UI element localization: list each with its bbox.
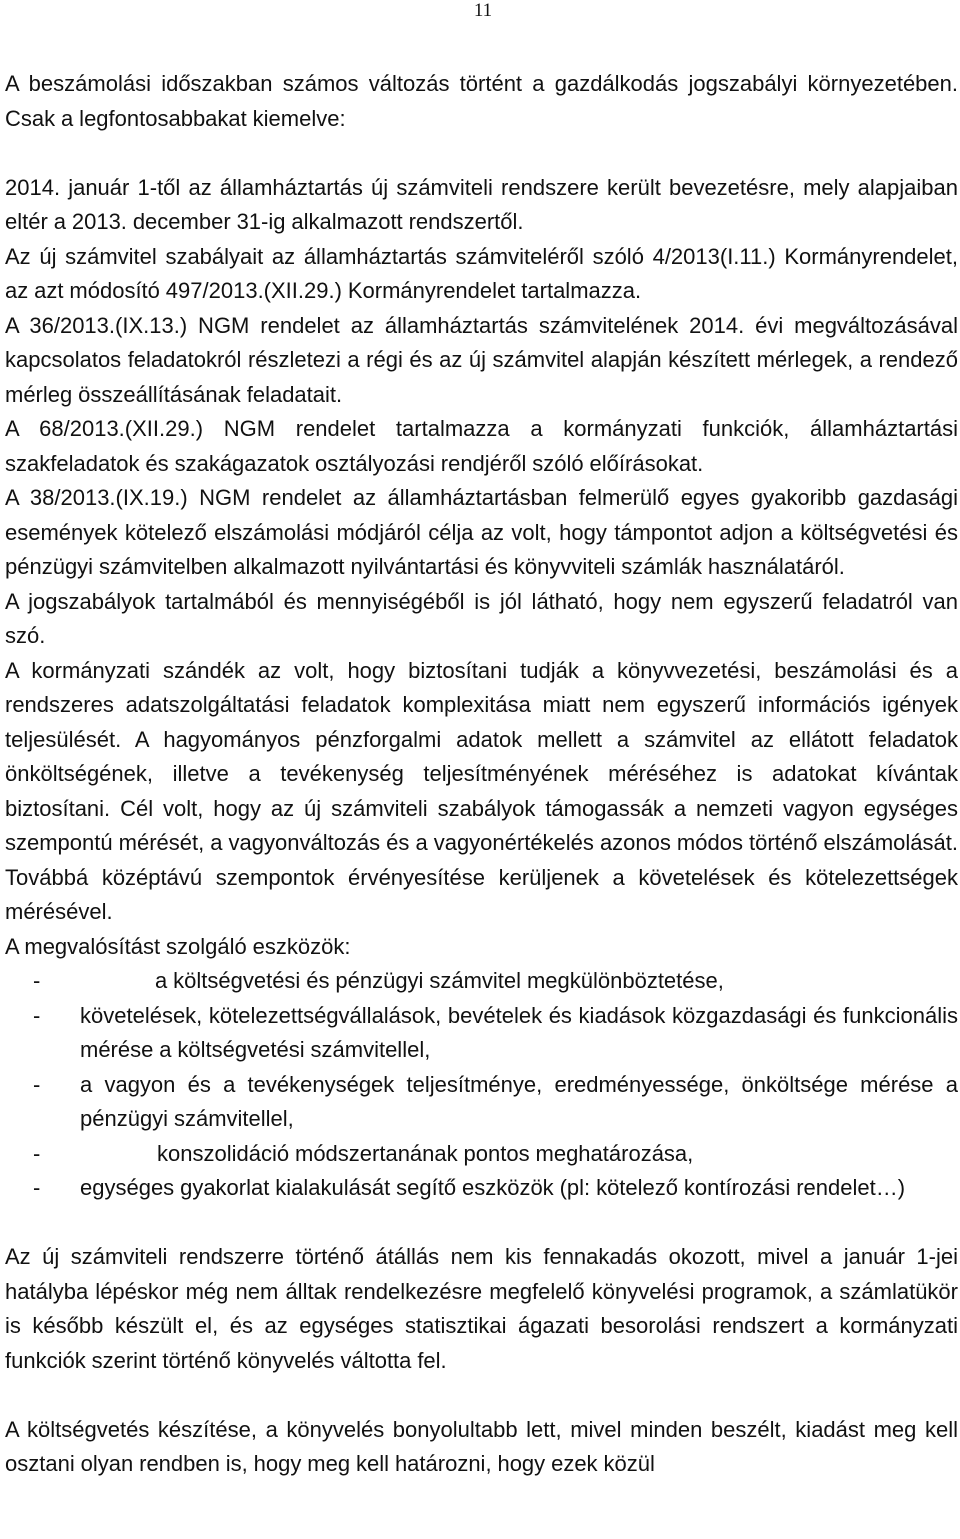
paragraph-ngm-36: A 36/2013.(IX.13.) NGM rendelet az államháztartás számvitelének 2014. évi megváltozásával kapcsolatos feladatokról részletezi a régi és az új számvitel alapján készített mérlegek, a rendező mérleg összeállításának feladatait. — [5, 312, 958, 407]
list-dash: - — [33, 1140, 41, 1166]
list-item-text: a vagyon és a tevékenységek teljesítménye, eredményessége, önköltsége mérése a pénzügyi számvitellel, — [80, 1071, 958, 1131]
paragraph-tools-heading: A megvalósítást szolgáló eszközök: — [5, 933, 351, 959]
paragraph-2014-change: 2014. január 1-től az államháztartás új számviteli rendszere került bevezetésre, mely alapjaiban eltér a 2013. december 31-ig alkalmazott rendszertől. — [5, 174, 958, 234]
list-dash: - — [33, 1175, 41, 1200]
paragraph-complexity: A jogszabályok tartalmából és mennyiségéből is jól látható, hogy nem egyszerű feladatról van szó. — [5, 588, 958, 648]
paragraph-intro: A beszámolási időszakban számos változás történt a gazdálkodás jogszabályi környezetében. Csak a legfontosabbakat kiemelve: — [5, 71, 958, 131]
paragraph-government-decree: Az új számvitel szabályait az államháztartás számviteléről szóló 4/2013(I.11.) Kormányrendelet, az azt módosító 497/2013.(XII.29.) Kormányrendelet tartalmazza. — [5, 243, 958, 303]
tools-list — [5, 964, 958, 1206]
paragraph-government-intent: A kormányzati szándék az volt, hogy biztosítani tudják a könyvvezetési, beszámolási és a rendszeres adatszolgáltatási feladatok komplexitása miatt nem egyszerű információs igények teljesülését. A hagyományos pénzforgalmi adatok mellett a számvitel az ellátott feladatok önköltségének, illetve a tevékenység teljesítményének méréséhez is adatokat kívántak biztosítani. Cél volt, hogy az új számviteli szabályok támogassák a nemzeti vagyon egységes szempontú mérését, a vagyonváltozás és a vagyonértékelés azonos módos történő elszámolását. Továbbá középtávú szempontok érvényesítése kerüljenek a követelések és kötelezettségek mérésével. — [5, 657, 958, 924]
list-item-text: konszolidáció módszertanának pontos meghatározása, — [157, 1140, 694, 1166]
paragraph-gap — [5, 136, 958, 171]
list-item-text: egységes gyakorlat kialakulását segítő eszközök (pl: kötelező kontírozási rendelet…) — [80, 1175, 906, 1200]
paragraph-gap — [5, 1206, 958, 1241]
paragraph-gap — [5, 1378, 958, 1413]
paragraph-ngm-38: A 38/2013.(IX.19.) NGM rendelet az államháztartásban felmerülő egyes gyakoribb gazdasági események kötelező elszámolási módjáról célja az volt, hogy támpontot adjon a költségvetési és pénzügyi számvitelben alkalmazott nyilvántartási és könyvviteli számlák használatáról. — [5, 485, 958, 579]
list-item-text: a költségvetési és pénzügyi számvitel megkülönböztetése, — [155, 968, 724, 993]
document-body — [5, 67, 958, 1482]
list-item — [5, 1068, 958, 1137]
paragraph-transition: Az új számviteli rendszerre történő átállás nem kis fennakadás okozott, mivel a január 1-jei hatályba lépéskor még nem álltak rendelkezésre megfelelő könyvelési programok, a számlatükör is később készült el, és az egységes statisztikai ágazati besorolási rendszert a kormányzati funkciók szerint történő könyvelés váltotta fel. — [5, 1244, 958, 1373]
list-item-text: követelések, kötelezettségvállalások, bevételek és kiadások közgazdasági és funkcionális mérése a költségvetési számvitellel, — [80, 1002, 958, 1062]
list-dash: - — [33, 1002, 41, 1028]
page-number: 11 — [473, 0, 493, 21]
paragraph-budgeting: A költségvetés készítése, a könyvelés bonyolultabb lett, mivel minden beszélt, kiadást meg kell osztani olyan rendben is, hogy meg kell határozni, hogy ezek közül — [5, 1416, 958, 1476]
list-item — [5, 1171, 958, 1206]
list-item — [5, 1137, 958, 1172]
list-item — [5, 964, 958, 999]
list-dash: - — [33, 968, 41, 993]
list-dash: - — [33, 1071, 41, 1097]
paragraph-ngm-68: A 68/2013.(XII.29.) NGM rendelet tartalmazza a kormányzati funkciók, államháztartási szakfeladatok és szakágazatok osztályozási rendjéről szóló előírásokat. — [5, 416, 958, 476]
list-item — [5, 999, 958, 1068]
